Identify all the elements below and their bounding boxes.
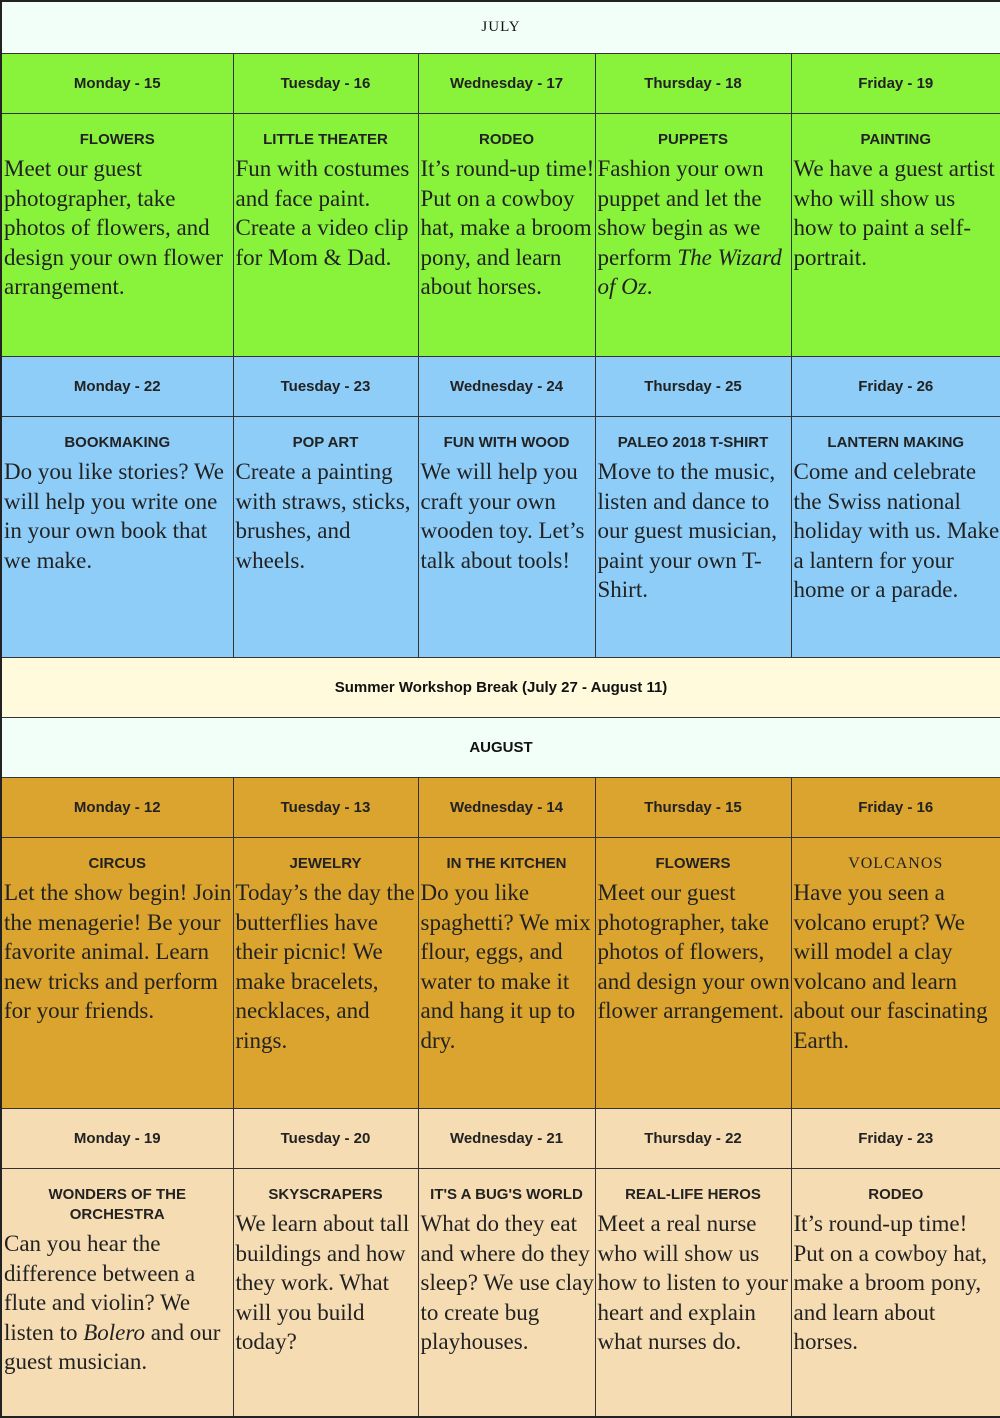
activity-row xyxy=(1,838,1000,1109)
activity-title: CIRCUS xyxy=(88,855,146,872)
day-header: Wednesday - 21 xyxy=(418,1109,595,1169)
activity-title: POP ART xyxy=(292,434,359,451)
activity-description: Come and celebrate the Swiss national holiday with us. Make a lantern for your home or a parade. xyxy=(793,459,1000,602)
activity-title: SKYSCRAPERS xyxy=(268,1186,383,1203)
activity-description: Do you like stories? We will help you write one in your own book that we make. xyxy=(4,459,225,573)
activity-description: We will help you craft your own wooden toy. Let’s talk about tools! xyxy=(420,459,585,573)
activity-cell xyxy=(595,114,791,357)
description-text: Fashion your own puppet and let the show begin as we perform xyxy=(597,156,764,270)
activity-row xyxy=(1,1169,1000,1418)
activity-description: Today’s the day the butterflies have their picnic! We make bracelets, necklaces, and rings. xyxy=(235,880,415,1053)
day-header: Wednesday - 14 xyxy=(418,778,595,838)
day-header: Thursday - 25 xyxy=(595,357,791,417)
activity-description: Create a painting with straws, sticks, brushes, and wheels. xyxy=(235,459,411,573)
day-header: Tuesday - 13 xyxy=(233,778,418,838)
activity-title: FUN WITH WOOD xyxy=(443,434,570,451)
activity-row xyxy=(1,417,1000,658)
activity-title: REAL-LIFE HEROS xyxy=(625,1186,761,1203)
activity-cell xyxy=(233,838,418,1109)
activity-cell xyxy=(418,114,595,357)
activity-title: VOLCANOS xyxy=(848,855,944,872)
activity-description: Meet our guest photographer, take photos of flowers, and design your own flower arrangement. xyxy=(597,880,790,1023)
activity-title: RODEO xyxy=(868,1186,924,1203)
month-row-august xyxy=(1,718,1000,778)
activity-cell xyxy=(233,1169,418,1418)
break-label: Summer Workshop Break (July 27 - August 11) xyxy=(1,658,1000,718)
description-text: . xyxy=(646,274,653,299)
activity-cell xyxy=(595,838,791,1109)
activity-title: FLOWERS xyxy=(655,855,731,872)
activity-description: Fun with costumes and face paint. Create a video clip for Mom & Dad. xyxy=(235,156,410,270)
activity-cell xyxy=(791,838,1000,1109)
day-header: Wednesday - 17 xyxy=(418,54,595,114)
break-row xyxy=(1,658,1000,718)
activity-title: BOOKMAKING xyxy=(64,434,171,451)
activity-cell xyxy=(791,114,1000,357)
day-header: Tuesday - 23 xyxy=(233,357,418,417)
activity-description: Let the show begin! Join the menagerie! Be your favorite animal. Learn new tricks and perform for your friends. xyxy=(4,880,232,1023)
day-header: Thursday - 15 xyxy=(595,778,791,838)
day-header: Monday - 22 xyxy=(1,357,233,417)
day-header: Tuesday - 20 xyxy=(233,1109,418,1169)
activity-cell xyxy=(1,417,233,658)
activity-title: LANTERN MAKING xyxy=(827,434,965,451)
activity-title: PAINTING xyxy=(860,131,932,148)
day-header: Tuesday - 16 xyxy=(233,54,418,114)
description-text: and our guest musician. xyxy=(4,1319,221,1374)
activity-description: It’s round-up time! Put on a cowboy hat, make a broom pony, and learn about horses. xyxy=(793,1211,988,1354)
day-header: Friday - 26 xyxy=(791,357,1000,417)
activity-cell xyxy=(1,114,233,357)
day-header: Monday - 19 xyxy=(1,1109,233,1169)
month-label: AUGUST xyxy=(1,718,1000,778)
description-text: Can you hear the difference between a flute and violin? We listen to xyxy=(4,1231,196,1345)
activity-description xyxy=(596,150,791,302)
activity-title: IT'S A BUG'S WORLD xyxy=(430,1186,583,1203)
activity-title: JEWELRY xyxy=(289,855,362,872)
activity-title: WONDERS OF THE ORCHESTRA xyxy=(48,1186,186,1223)
day-header: Friday - 23 xyxy=(791,1109,1000,1169)
activity-row xyxy=(1,114,1000,357)
activity-description: It’s round-up time! Put on a cowboy hat, make a broom pony, and learn about horses. xyxy=(420,156,595,299)
activity-cell xyxy=(233,417,418,658)
day-header: Friday - 19 xyxy=(791,54,1000,114)
day-header-row xyxy=(1,1109,1000,1169)
day-header: Monday - 15 xyxy=(1,54,233,114)
activity-title: FLOWERS xyxy=(79,131,155,148)
day-header: Wednesday - 24 xyxy=(418,357,595,417)
activity-description: We have a guest artist who will show us how to paint a self-portrait. xyxy=(793,156,995,270)
day-header: Thursday - 22 xyxy=(595,1109,791,1169)
day-header-row xyxy=(1,778,1000,838)
activity-cell xyxy=(595,1169,791,1418)
day-header-row xyxy=(1,54,1000,114)
activity-cell xyxy=(791,1169,1000,1418)
activity-cell xyxy=(418,838,595,1109)
activity-cell xyxy=(791,417,1000,658)
activity-cell xyxy=(418,417,595,658)
activity-cell xyxy=(418,1169,595,1418)
day-header-row xyxy=(1,357,1000,417)
activity-title: PALEO 2018 T-SHIRT xyxy=(617,434,769,451)
description-italic: The Wizard of Oz xyxy=(597,244,782,299)
month-row-july xyxy=(1,1,1000,54)
activity-title: PUPPETS xyxy=(657,131,729,148)
day-header: Friday - 16 xyxy=(791,778,1000,838)
day-header: Thursday - 18 xyxy=(595,54,791,114)
activity-description: Move to the music, listen and dance to our guest musician, paint your own T-Shirt. xyxy=(597,459,777,602)
activity-cell xyxy=(595,417,791,658)
activity-description: Have you seen a volcano erupt? We will model a clay volcano and learn about our fascinating Earth. xyxy=(793,880,988,1053)
activity-description: What do they eat and where do they sleep? We use clay to create bug playhouses. xyxy=(420,1211,594,1354)
activity-title: RODEO xyxy=(478,131,534,148)
month-label: JULY xyxy=(1,1,1000,54)
activity-description: Meet a real nurse who will show us how to listen to your heart and explain what nurses do. xyxy=(597,1211,788,1354)
activity-description xyxy=(2,1225,233,1377)
description-italic: Bolero xyxy=(83,1319,145,1345)
activity-title: IN THE KITCHEN xyxy=(446,855,567,872)
activity-cell xyxy=(1,1169,233,1418)
activity-title: LITTLE THEATER xyxy=(263,131,388,148)
day-header: Monday - 12 xyxy=(1,778,233,838)
activity-cell xyxy=(1,838,233,1109)
activity-description: We learn about tall buildings and how they work. What will you build today? xyxy=(235,1211,410,1354)
activity-description: Do you like spaghetti? We mix flour, eggs, and water to make it and hang it up to dry. xyxy=(420,880,591,1053)
activity-cell xyxy=(233,114,418,357)
activity-description: Meet our guest photographer, take photos of flowers, and design your own flower arrangement. xyxy=(4,156,224,299)
